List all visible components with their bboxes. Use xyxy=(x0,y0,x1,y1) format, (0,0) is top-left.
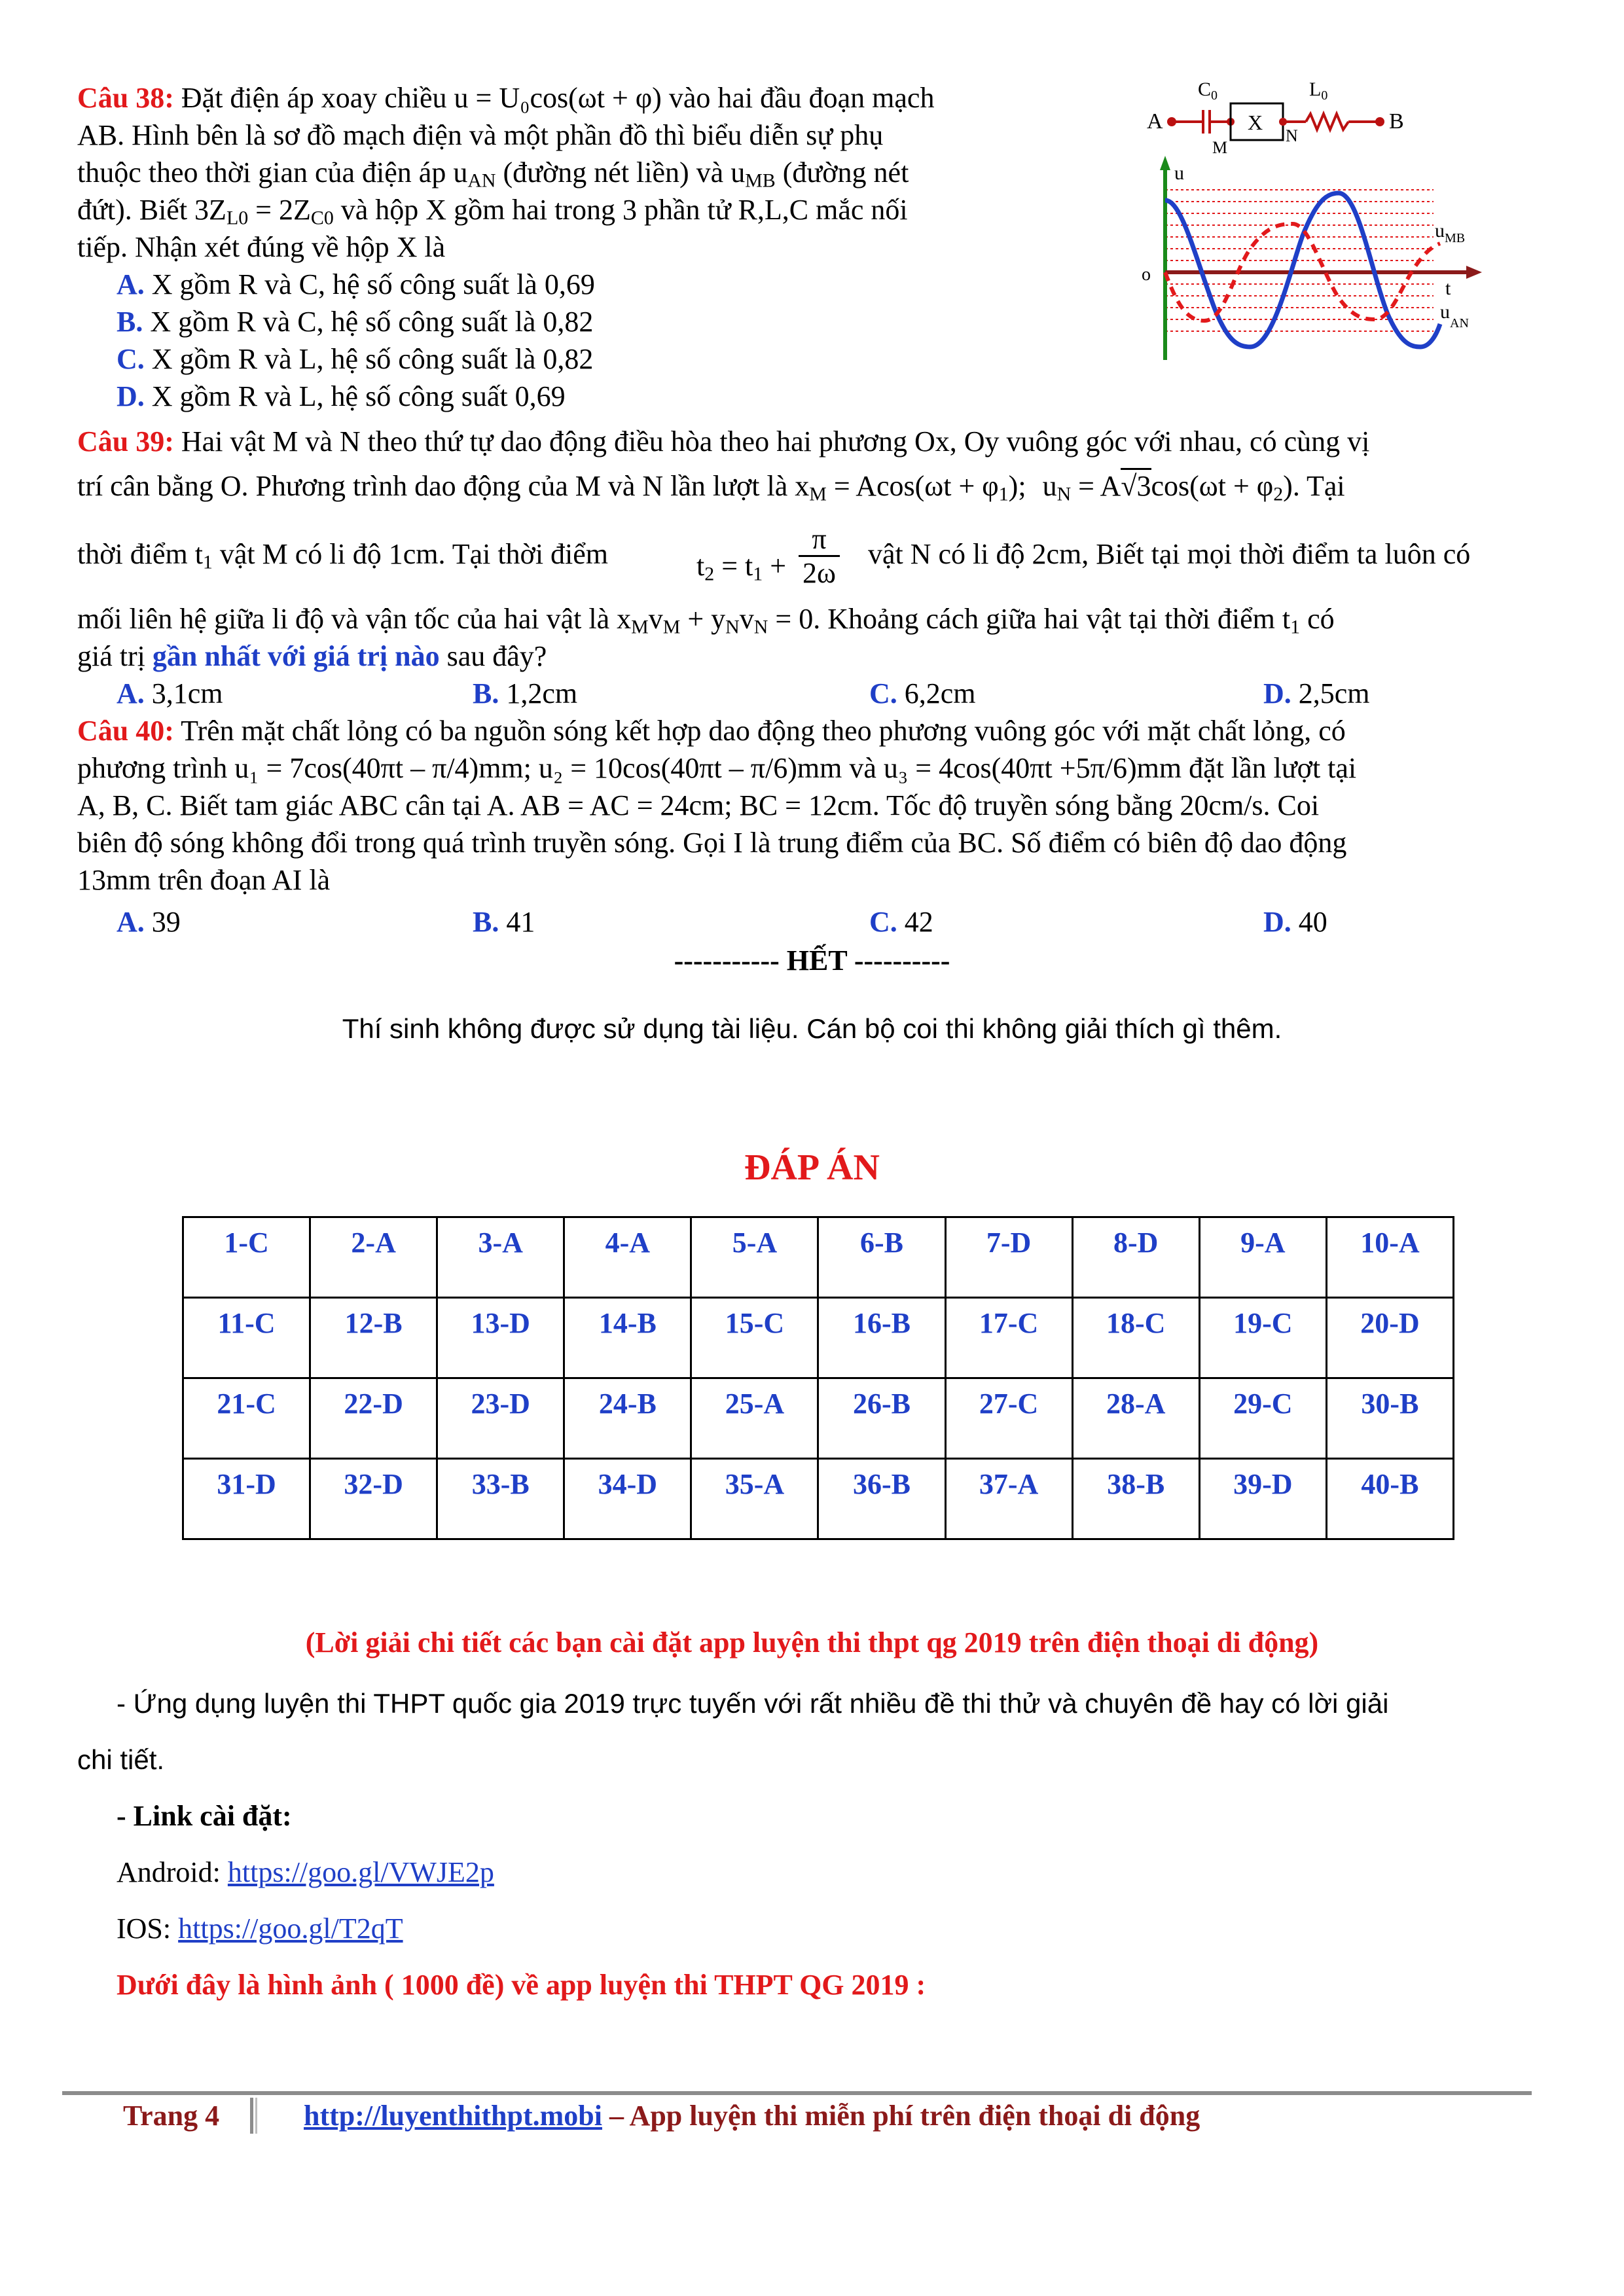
label-n: N xyxy=(1286,126,1298,145)
q40-option-a: A. 39 xyxy=(117,906,181,938)
q38-circuit-graph-figure xyxy=(1132,72,1499,367)
answer-cell: 31-D xyxy=(183,1459,310,1539)
q39-option-a: A. 3,1cm xyxy=(117,677,223,709)
answer-cell: 13-D xyxy=(437,1298,564,1378)
table-row xyxy=(183,1459,1454,1539)
label-t-axis: t xyxy=(1445,278,1451,299)
promo-heading: (Lời giải chi tiết các bạn cài đặt app luyện thi thpt qg 2019 trên điện thoại di động) xyxy=(305,1626,1319,1659)
node-a xyxy=(1167,117,1176,126)
q38-line-5: tiếp. Nhận xét đúng về hộp X là xyxy=(77,231,446,263)
u-an-solid-curve xyxy=(1165,193,1440,347)
answer-cell: 17-C xyxy=(945,1298,1072,1378)
label-u-an: $u_{AN}$ xyxy=(1440,301,1469,331)
q40-label: Câu 40: xyxy=(77,715,174,747)
label-l0: $L_0$ xyxy=(1309,79,1328,103)
promo-desc-line-1: - Ứng dụng luyện thi THPT quốc gia 2019 trực tuyến với rất nhiều đề thi thử và chuyên đề hay có lời giải xyxy=(117,1688,1389,1719)
q40-line-3: A, B, C. Biết tam giác ABC cân tại A. AB = AC = 24cm; BC = 12cm. Tốc độ truyền sóng bằng 20cm/s. Coi xyxy=(77,789,1320,821)
answer-cell: 36-B xyxy=(818,1459,945,1539)
q40-line-1: Câu 40: Trên mặt chất lỏng có ba nguồn sóng kết hợp dao động theo phương vuông góc với mặt chất lỏng, có xyxy=(77,715,1346,747)
grid-lines xyxy=(1165,190,1434,331)
answer-cell: 23-D xyxy=(437,1378,564,1459)
footer-links: http://luyenthithpt.mobi – App luyện thi miễn phí trên điện thoại di động xyxy=(304,2100,1200,2132)
q39-time-formula: $t_2 = t_1$ + $\frac{\pi}{2\omega}$ xyxy=(696,524,840,590)
q40-line-5: 13mm trên đoạn AI là xyxy=(77,864,331,896)
exam-note: Thí sinh không được sử dụng tài liệu. Cán bộ coi thi không giải thích gì thêm. xyxy=(342,1013,1282,1044)
q40-option-b: B. 41 xyxy=(473,906,535,938)
answer-cell: 40-B xyxy=(1326,1459,1453,1539)
node-b xyxy=(1375,117,1384,126)
label-m: M xyxy=(1212,138,1228,157)
answer-cell: 12-B xyxy=(310,1298,437,1378)
q39-option-c: C. 6,2cm xyxy=(869,677,976,709)
answer-cell: 1-C xyxy=(183,1217,310,1298)
q40-option-d: D. 40 xyxy=(1263,906,1327,938)
table-row xyxy=(183,1298,1454,1378)
answer-cell: 34-D xyxy=(564,1459,691,1539)
answer-cell: 29-C xyxy=(1199,1378,1326,1459)
table-row xyxy=(183,1378,1454,1459)
q39-line-3b: vật N có li độ 2cm, Biết tại mọi thời điểm ta luôn có xyxy=(868,538,1471,570)
answer-cell: 26-B xyxy=(818,1378,945,1459)
promo-link-label: - Link cài đặt: xyxy=(117,1800,292,1832)
answer-cell: 3-A xyxy=(437,1217,564,1298)
table-row xyxy=(183,1217,1454,1298)
footer-separator-shadow xyxy=(255,2098,257,2134)
answer-cell: 35-A xyxy=(691,1459,818,1539)
label-u-mb: $u_{MB}$ xyxy=(1435,220,1466,245)
answer-cell: 20-D xyxy=(1326,1298,1453,1378)
label-u-axis: u xyxy=(1174,162,1184,184)
inductor-l0 xyxy=(1306,114,1348,130)
answer-cell: 10-A xyxy=(1326,1217,1453,1298)
footer-url-link[interactable]: http://luyenthithpt.mobi xyxy=(304,2100,602,2132)
q39-line-4: mối liên hệ giữa li độ và vận tốc của hai vật là $x_Mv_M + y_Nv_N = 0$. Khoảng cách giữa hai vật tại thời điểm $t_1$ có xyxy=(77,603,1335,638)
answer-table xyxy=(182,1216,1454,1540)
q39-line-1: Câu 39: Hai vật M và N theo thứ tự dao động điều hòa theo hai phương Ox, Oy vuông góc với nhau, có cùng vị xyxy=(77,425,1370,457)
q38-option-a: A. X gồm R và C, hệ số công suất là 0,69 xyxy=(117,268,595,300)
label-origin: o xyxy=(1142,264,1151,285)
answer-cell: 9-A xyxy=(1199,1217,1326,1298)
label-c0: $C_0$ xyxy=(1198,79,1218,103)
footer-divider xyxy=(62,2091,1532,2095)
answer-cell: 19-C xyxy=(1199,1298,1326,1378)
q38-label: Câu 38: xyxy=(77,82,174,114)
promo-below-text: Dưới đây là hình ảnh ( 1000 đề) về app luyện thi THPT QG 2019 : xyxy=(117,1969,926,2001)
answer-cell: 16-B xyxy=(818,1298,945,1378)
android-link-row: Android: https://goo.gl/VWJE2p xyxy=(117,1856,494,1888)
answer-cell: 18-C xyxy=(1072,1298,1199,1378)
answer-cell: 15-C xyxy=(691,1298,818,1378)
answer-cell: 33-B xyxy=(437,1459,564,1539)
answer-cell: 37-A xyxy=(945,1459,1072,1539)
footer-page-number: Trang 4 xyxy=(123,2100,220,2132)
answer-cell: 2-A xyxy=(310,1217,437,1298)
ios-link[interactable]: https://goo.gl/T2qT xyxy=(178,1912,403,1945)
q39-line-2: trí cân bằng O. Phương trình dao động của M và N lần lượt là $x_M = Acos(\omega t + \varphi_1)$; $u_N = A√3\cos(\omega t + \varphi_2)$. Tại xyxy=(77,467,1345,505)
q38-option-b: B. X gồm R và C, hệ số công suất là 0,82 xyxy=(117,306,594,338)
answer-cell: 7-D xyxy=(945,1217,1072,1298)
answer-cell: 21-C xyxy=(183,1378,310,1459)
footer-separator xyxy=(250,2098,253,2134)
q39-label: Câu 39: xyxy=(77,425,174,457)
promo-desc-line-2: chi tiết. xyxy=(77,1744,165,1775)
answer-cell: 25-A xyxy=(691,1378,818,1459)
q38-line-3: thuộc theo thời gian của điện áp $u_{AN}$ (đường nét liền) và $u_{MB}$ (đường nét xyxy=(77,156,909,192)
q38-line-4: đứt). Biết $3Z_{L0} = 2Z_{C0}$ và hộp X gồm hai trong 3 phần tử R,L,C mắc nối xyxy=(77,194,908,229)
answers-title: ĐÁP ÁN xyxy=(744,1147,880,1188)
circuit-diagram xyxy=(1147,79,1404,157)
label-b: B xyxy=(1389,109,1404,134)
answer-cell: 6-B xyxy=(818,1217,945,1298)
answer-cell: 28-A xyxy=(1072,1378,1199,1459)
ios-link-row: IOS: https://goo.gl/T2qT xyxy=(117,1912,403,1945)
q40-line-4: biên độ sóng không đổi trong quá trình truyền sóng. Gọi I là trung điểm của BC. Số điểm có biên độ dao động xyxy=(77,827,1347,859)
voltage-graph xyxy=(1142,156,1482,360)
q38-option-c: C. X gồm R và L, hệ số công suất là 0,82 xyxy=(117,343,594,375)
q38-option-d: D. X gồm R và L, hệ số công suất 0,69 xyxy=(117,380,566,412)
answer-cell: 24-B xyxy=(564,1378,691,1459)
q39-line-3: thời điểm $t_1$ vật M có li độ 1cm. Tại thời điểm xyxy=(77,538,609,573)
answer-cell: 4-A xyxy=(564,1217,691,1298)
q40-option-c: C. 42 xyxy=(869,906,933,938)
q38-line-2: AB. Hình bên là sơ đồ mạch điện và một phần đồ thì biểu diễn sự phụ xyxy=(77,119,884,151)
answer-cell: 14-B xyxy=(564,1298,691,1378)
q38-line-1: Câu 38: Đặt điện áp xoay chiều u = U₀cos(ωt + φ) vào hai đầu đoạn mạch xyxy=(77,82,935,114)
label-a: A xyxy=(1147,109,1163,134)
answer-cell: 27-C xyxy=(945,1378,1072,1459)
answer-cell: 32-D xyxy=(310,1459,437,1539)
answer-cell: 5-A xyxy=(691,1217,818,1298)
label-x: X xyxy=(1248,111,1263,134)
answer-cell: 30-B xyxy=(1326,1378,1453,1459)
answer-cell: 11-C xyxy=(183,1298,310,1378)
q40-line-2: phương trình u₁ = 7cos(40πt – π/4)mm; u₂ = 10cos(40πt – π/6)mm và u₃ = 4cos(40πt +5π/6)mm đặt lần lượt tại xyxy=(77,752,1357,784)
android-link[interactable]: https://goo.gl/VWJE2p xyxy=(227,1856,494,1888)
answer-cell: 22-D xyxy=(310,1378,437,1459)
answer-cell: 8-D xyxy=(1072,1217,1199,1298)
q39-line-5: giá trị gần nhất với giá trị nào sau đây? xyxy=(77,640,547,672)
answer-cell: 38-B xyxy=(1072,1459,1199,1539)
q39-option-b: B. 1,2cm xyxy=(473,677,578,709)
answer-cell: 39-D xyxy=(1199,1459,1326,1539)
end-mark: ----------- HẾT ---------- xyxy=(674,944,950,977)
q39-option-d: D. 2,5cm xyxy=(1263,677,1370,709)
